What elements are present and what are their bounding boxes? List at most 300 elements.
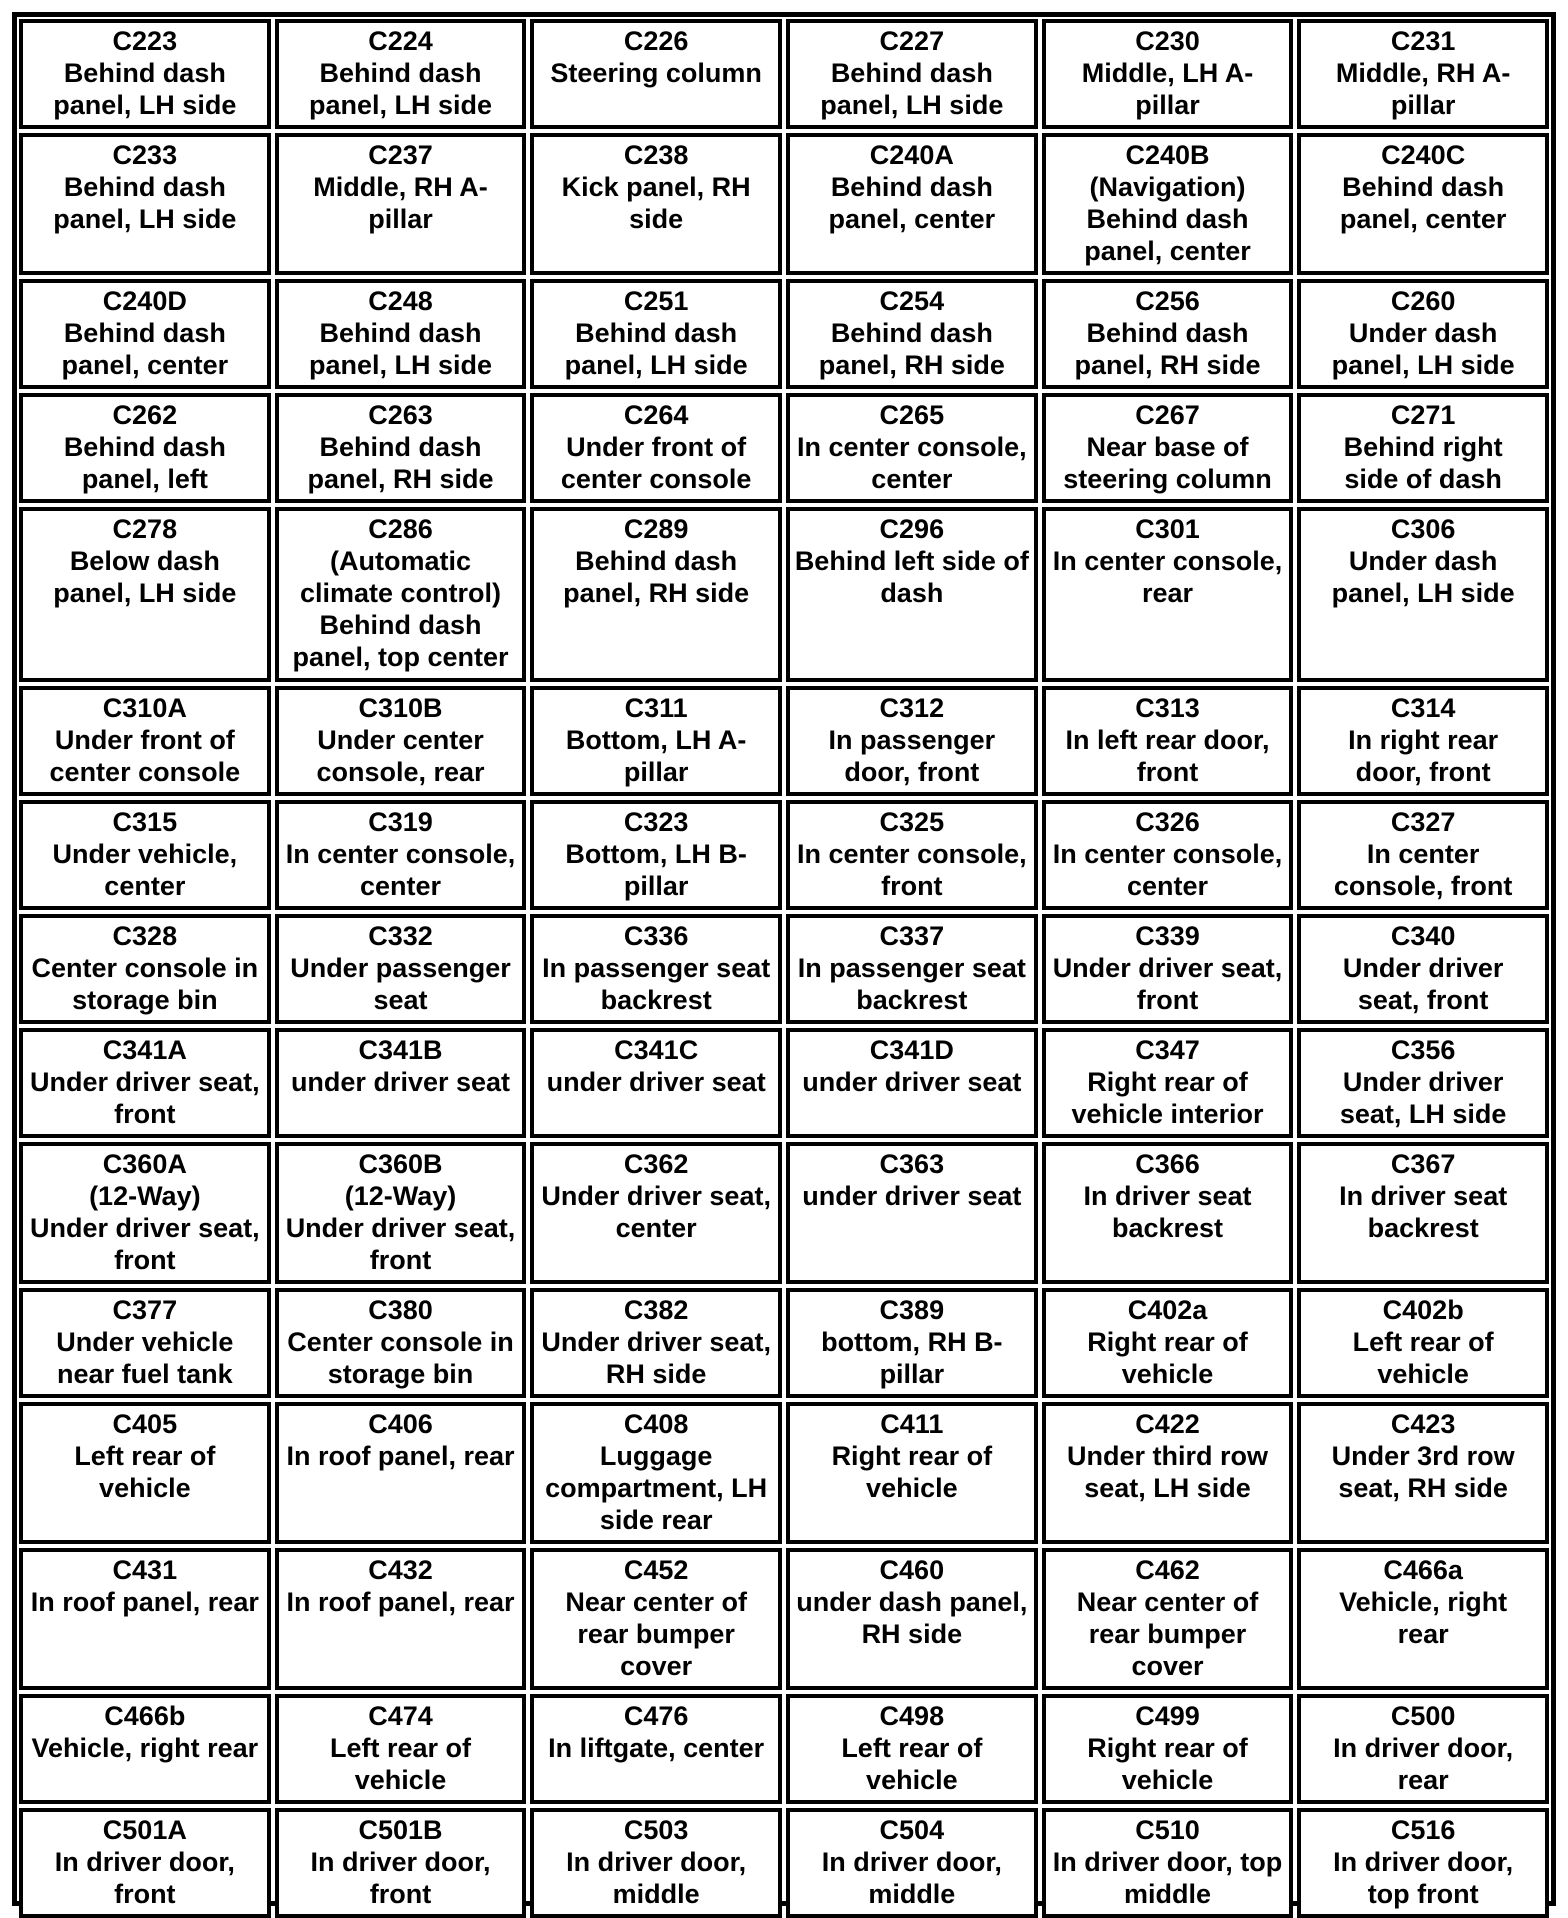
connector-location-text: near fuel tank [57,1359,233,1389]
connector-location-text: In passenger seat [542,953,771,983]
connector-location-text: Middle, LH A- [1081,58,1254,88]
connector-location-text: center console [560,464,752,494]
connector-location-text: Near center of [1076,1587,1259,1617]
connector-location-text: pillar [368,204,433,234]
table-cell [1297,1694,1549,1804]
connector-location-text: vehicle [99,1473,191,1503]
connector-location-text: Under dash [1348,546,1498,576]
connector-location-text: In driver door, [54,1847,235,1877]
connector-code: C231 [1390,26,1456,56]
connector-code: C474 [368,1701,433,1731]
connector-code: C405 [112,1409,178,1439]
connector-code: C237 [368,140,433,170]
connector-location-text: seat, LH side [1339,1099,1507,1129]
connector-location-text: In liftgate, center [548,1733,765,1763]
connector-code: C240C [1381,140,1466,170]
connector-location-text: In roof panel, rear [286,1441,515,1471]
connector-location-text: Behind dash [1086,204,1249,234]
connector-location-text: In center console, [285,839,516,869]
connector-location-text: panel, RH side [307,464,494,494]
table-cell [19,914,271,1024]
connector-code: C406 [368,1409,433,1439]
table-cell [275,1548,527,1690]
connector-code: C226 [623,26,689,56]
connector-location-text: Center console in [31,953,259,983]
connector-code: C286 [368,514,433,544]
connector-code: C332 [368,921,433,951]
table-cell [1297,1808,1549,1918]
connector-code: C311 [624,693,688,723]
table-cell [275,1028,527,1138]
connector-code: C347 [1135,1035,1200,1065]
table-cell [786,1028,1038,1138]
connector-code: C389 [879,1295,945,1325]
table-cell [1042,1142,1294,1284]
connector-location-text: Under front of [566,432,747,462]
connector-location-text: panel, LH side [564,350,748,380]
table-cell [786,1694,1038,1804]
connector-code: C310A [102,693,187,723]
connector-code: C230 [1135,26,1200,56]
connector-location-text: seat, front [1357,985,1489,1015]
table-cell [1297,393,1549,503]
connector-location-text: In driver door, [1333,1847,1514,1877]
connector-code: C306 [1390,514,1456,544]
table-cell [19,393,271,503]
connector-location-text: rear [1397,1619,1449,1649]
connector-code: C301 [1135,514,1200,544]
connector-code: C340 [1390,921,1456,951]
table-cell [530,279,782,389]
connector-location-text: middle [1123,1879,1211,1909]
connector-code: C380 [368,1295,433,1325]
connector-code: C516 [1390,1815,1456,1845]
connector-location-text: In center console, [1052,546,1283,576]
table-cell [19,1402,271,1544]
connector-code: C360B [358,1149,443,1179]
connector-location-text: Under driver [1342,953,1504,983]
table-cell [1042,279,1294,389]
connector-location-text: Steering column [550,58,762,88]
table-cell [275,686,527,796]
connector-location-text: Under driver [1342,1067,1504,1097]
connector-location-text: panel, LH side [820,90,1004,120]
connector-location-text: In center [1366,839,1480,869]
connector-code: C411 [880,1409,944,1439]
connector-location-text: panel, center [828,204,996,234]
connector-location-text: Behind dash [319,318,482,348]
table-cell [1297,1288,1549,1398]
table-cell [19,800,271,910]
connector-location-text: Under vehicle, [52,839,238,869]
connector-location-text: under driver seat [546,1067,766,1097]
connector-code: C408 [623,1409,689,1439]
table-cell [19,1142,271,1284]
connector-location-text: front [369,1879,432,1909]
connector-code: C326 [1135,807,1200,837]
connector-location-text: Middle, RH A- [1335,58,1511,88]
connector-location-text: vehicle [1121,1765,1214,1795]
table-cell [530,1028,782,1138]
connector-location-text: rear [1141,578,1194,608]
connector-location-text: panel, LH side [1331,578,1515,608]
connector-location-text: front [369,1245,432,1275]
connector-code: C227 [879,26,945,56]
connector-location-text: Under vehicle [56,1327,234,1357]
connector-location-text: Behind dash [63,432,226,462]
connector-location-text: Right rear of [1087,1327,1248,1357]
table-cell [1042,1694,1294,1804]
connector-location-text: Behind dash [1086,318,1249,348]
connector-code: C366 [1135,1149,1200,1179]
connector-location-text: center [104,871,186,901]
connector-location-text: Right rear of [1087,1067,1248,1097]
connector-location-text: under driver seat [802,1181,1022,1211]
connector-code: C240B [1125,140,1210,170]
connector-code: C460 [879,1555,945,1585]
connector-location-text: Near base of [1086,432,1249,462]
connector-location-text: seat, RH side [1338,1473,1508,1503]
connector-code: C240A [869,140,954,170]
connector-location-text: In passenger [828,725,996,755]
connector-location-text: Right rear of [1087,1733,1248,1763]
connector-location-text: climate control) [299,578,502,608]
connector-location-text: Behind dash [63,172,226,202]
connector-location-text: front [114,1245,176,1275]
connector-location-text: Behind dash [1342,172,1505,202]
connector-location-text: panel, top center [292,642,509,672]
table-cell [786,1402,1038,1544]
connector-location-text: Behind dash [319,610,482,640]
connector-location-text: front [881,871,943,901]
connector-code: C315 [112,807,178,837]
connector-location-text: panel, center [1339,204,1507,234]
connector-location-text: steering column [1063,464,1272,494]
connector-location-text: (12-Way) [89,1181,201,1211]
connector-location-text: In roof panel, rear [30,1587,259,1617]
table-cell [19,279,271,389]
connector-code: C310B [358,693,443,723]
connector-location-text: Behind left side of [794,546,1029,576]
connector-location-text: side of dash [1344,464,1502,494]
connector-code: C248 [368,286,433,316]
connector-location-text: Under driver seat, [30,1067,260,1097]
connector-location-text: front [1136,757,1199,787]
connector-code: C238 [623,140,689,170]
table-cell [1297,279,1549,389]
connector-location-text: center [871,464,953,494]
table-cell [1042,1808,1294,1918]
table-cell [19,19,271,129]
table-cell [1042,393,1294,503]
table-cell [275,1288,527,1398]
table-cell [1042,686,1294,796]
connector-location-text: panel, LH side [53,204,237,234]
connector-location-text: middle [868,1879,956,1909]
connector-code: C314 [1390,693,1456,723]
connector-code: C402a [1127,1295,1208,1325]
connector-location-text: Left rear of [841,1733,983,1763]
connector-code: C499 [1135,1701,1200,1731]
connector-code: C341C [614,1035,699,1065]
table-cell [1297,1142,1549,1284]
connector-location-text: Under driver seat, [30,1213,260,1243]
connector-location-text: Luggage [599,1441,713,1471]
connector-location-text: side rear [599,1505,713,1535]
connector-code: C382 [623,1295,689,1325]
connector-location-text: Under driver seat, [285,1213,516,1243]
table-cell [1042,19,1294,129]
connector-location-table [12,12,1556,1909]
connector-code: C501B [358,1815,443,1845]
table-cell [786,279,1038,389]
table-cell [530,1142,782,1284]
connector-location-text: Behind dash [830,58,993,88]
connector-code: C313 [1135,693,1200,723]
table-cell [1042,914,1294,1024]
table-cell [1042,1028,1294,1138]
connector-location-text: (12-Way) [344,1181,457,1211]
connector-location-text: console, front [1333,871,1513,901]
table-cell [786,1548,1038,1690]
table-cell [786,133,1038,275]
table-cell [530,1548,782,1690]
connector-location-text: pillar [1390,90,1456,120]
table-cell [275,279,527,389]
connector-location-text: Kick panel, RH [561,172,751,202]
table-cell [19,1808,271,1918]
connector-code: C498 [879,1701,945,1731]
table-cell [530,1694,782,1804]
connector-location-text: (Automatic [329,546,471,576]
connector-location-text: backrest [1367,1213,1479,1243]
connector-location-text: In left rear door, [1065,725,1270,755]
connector-location-text: rear bumper [1088,1619,1247,1649]
connector-location-text: seat, LH side [1084,1473,1251,1503]
table-cell [530,1808,782,1918]
connector-code: C296 [879,514,945,544]
connector-code: C360A [102,1149,187,1179]
connector-location-text: In passenger seat [797,953,1026,983]
connector-location-text: Behind dash [830,318,993,348]
connector-location-text: center [615,1213,697,1243]
connector-location-text: vehicle [354,1765,447,1795]
connector-location-text: Left rear of [74,1441,216,1471]
connector-location-text: panel, center [61,350,229,380]
table-cell [530,507,782,682]
table-cell [1042,1288,1294,1398]
connector-code: C328 [112,921,178,951]
connector-code: C223 [112,26,178,56]
connector-location-text: seat [373,985,428,1015]
connector-location-text: backrest [600,985,712,1015]
connector-location-text: backrest [856,985,968,1015]
table-cell [530,1402,782,1544]
table-cell [19,1548,271,1690]
connector-location-text: panel, RH side [818,350,1005,380]
table-cell [1297,507,1549,682]
table-cell [19,507,271,682]
table-cell [275,1142,527,1284]
connector-location-text: Under driver seat, [541,1181,771,1211]
connector-location-text: Behind dash [575,546,738,576]
connector-location-text: Bottom, LH A- [565,725,747,755]
connector-location-text: panel, LH side [308,90,493,120]
connector-code: C233 [112,140,178,170]
connector-location-text: console, rear [316,757,485,787]
connector-location-text: compartment, LH [545,1473,768,1503]
table-cell [1297,19,1549,129]
connector-code: C336 [623,921,689,951]
connector-location-text: storage bin [327,1359,474,1389]
connector-code: C263 [368,400,433,430]
connector-location-text: In driver door, [566,1847,747,1877]
connector-code: C327 [1390,807,1456,837]
connector-code: C264 [623,400,689,430]
table-cell [275,1694,527,1804]
connector-code: C319 [368,807,433,837]
connector-location-text: Behind right [1343,432,1503,462]
connector-location-text: panel, LH side [308,350,493,380]
connector-code: C323 [623,807,689,837]
connector-location-text: Right rear of [831,1441,993,1471]
table-cell [19,1694,271,1804]
connector-code: C422 [1135,1409,1200,1439]
table-cell [530,19,782,129]
table-cell [1297,686,1549,796]
connector-code: C271 [1390,400,1456,430]
connector-code: C289 [623,514,689,544]
connector-location-text: Below dash [69,546,220,576]
connector-location-text: In center console, [1052,839,1283,869]
connector-location-text: In driver seat [1339,1181,1508,1211]
connector-location-text: panel, LH side [53,90,237,120]
connector-location-text: Under center [317,725,484,755]
connector-location-text: Under 3rd row [1331,1441,1515,1471]
table-cell [275,914,527,1024]
connector-location-text: front [114,1879,176,1909]
connector-location-text: center [1126,871,1209,901]
table-cell [275,393,527,503]
connector-location-text: front [114,1099,176,1129]
table-cell [786,1808,1038,1918]
connector-location-text: panel, RH side [1074,350,1261,380]
table-cell [1042,1548,1294,1690]
table-cell [530,393,782,503]
connector-code: C423 [1390,1409,1456,1439]
table-cell [275,133,527,275]
connector-code: C341D [869,1035,954,1065]
connector-location-text: In center console, [797,432,1027,462]
connector-location-text: under driver seat [290,1067,511,1097]
connector-code: C362 [623,1149,689,1179]
table-cell [1042,1402,1294,1544]
connector-location-text: In driver door, [310,1847,491,1877]
connector-code: C254 [879,286,945,316]
connector-location-text: storage bin [72,985,218,1015]
connector-location-text: backrest [1111,1213,1224,1243]
connector-location-text: vehicle [866,1765,958,1795]
connector-code: C256 [1135,286,1200,316]
connector-code: C224 [368,26,433,56]
connector-code: C476 [623,1701,689,1731]
table-cell [1042,800,1294,910]
connector-location-text: vehicle [1121,1359,1214,1389]
table-cell [275,800,527,910]
table-cell [1042,507,1294,682]
table-cell [530,800,782,910]
connector-code: C337 [879,921,945,951]
connector-location-text: dash [880,578,944,608]
connector-location-text: pillar [623,757,689,787]
connector-location-text: Vehicle, right rear [31,1733,259,1763]
table-cell [19,133,271,275]
connector-location-text: panel, LH side [53,578,237,608]
connector-location-text: panel, center [1084,236,1251,266]
connector-code: C377 [112,1295,178,1325]
connector-location-text: Under dash [1348,318,1498,348]
connector-location-text: center [359,871,442,901]
connector-code: C312 [879,693,945,723]
connector-location-text: RH side [605,1359,707,1389]
connector-location-text: Left rear of [329,1733,471,1763]
connector-location-text: bottom, RH B- [821,1327,1003,1357]
connector-location-text: Bottom, LH B- [565,839,747,869]
connector-location-text: Left rear of [1352,1327,1494,1357]
connector-code: C466b [104,1701,186,1731]
connector-location-text: rear [1397,1765,1449,1795]
connector-location-text: pillar [623,871,689,901]
table-cell [1042,133,1294,275]
table-cell [1297,1028,1549,1138]
connector-location-text: rear bumper [577,1619,735,1649]
connector-location-text: vehicle [866,1473,958,1503]
connector-location-text: pillar [1135,90,1200,120]
table-cell [786,1142,1038,1284]
connector-code: C251 [623,286,689,316]
connector-code: C260 [1390,286,1456,316]
connector-location-text: front [1136,985,1199,1015]
table-cell [1297,133,1549,275]
connector-code: C432 [368,1555,433,1585]
table-cell [786,800,1038,910]
connector-code: C466a [1383,1555,1463,1585]
table-cell [530,914,782,1024]
connector-location-text: (Navigation) [1089,172,1246,202]
connector-location-text: Behind dash [63,58,226,88]
connector-location-text: Under driver seat, [541,1327,771,1357]
table-cell [786,1288,1038,1398]
table-cell [275,19,527,129]
connector-code: C367 [1390,1149,1456,1179]
connector-location-text: vehicle interior [1071,1099,1264,1129]
table-cell [275,1402,527,1544]
connector-location-text: door, front [844,757,980,787]
connector-location-text: top front [1367,1879,1479,1909]
connector-location-text: In driver seat [1083,1181,1252,1211]
connector-code: C510 [1135,1815,1200,1845]
connector-code: C267 [1135,400,1200,430]
connector-code: C503 [623,1815,689,1845]
connector-location-text: middle [612,1879,700,1909]
table-cell [530,1288,782,1398]
connector-location-text: cover [620,1651,693,1681]
connector-code: C452 [623,1555,689,1585]
connector-location-text: In roof panel, rear [286,1587,515,1617]
connector-code: C501A [102,1815,187,1845]
table-cell [786,507,1038,682]
table-cell [19,686,271,796]
